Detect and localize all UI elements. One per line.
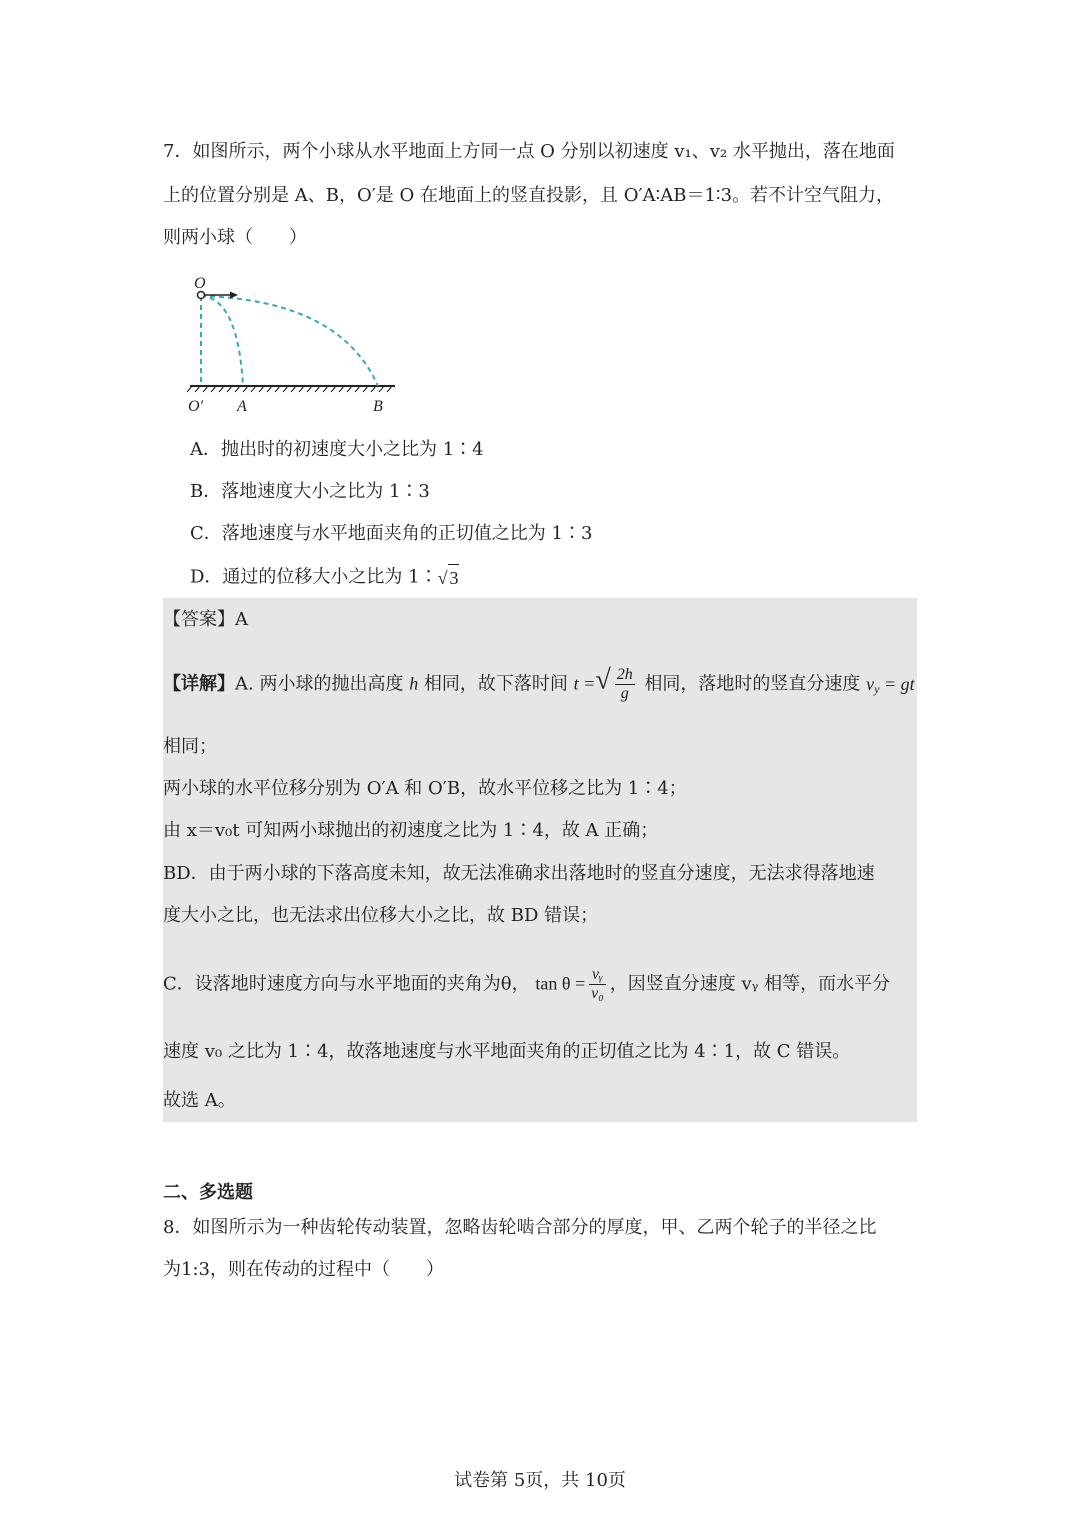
detail-heading: 【详解】 xyxy=(163,673,235,695)
fraction-numerator: 2h xyxy=(616,666,633,683)
q7-stem-line-2: 上的位置分别是 A、B，O′是 O 在地面上的竖直投影，且 O′A∶AB＝1∶3。若不计空气阻力， xyxy=(163,185,895,206)
point-o xyxy=(198,292,205,299)
q8-stem-line-1: 8．如图所示为一种齿轮传动装置，忽略齿轮啮合部分的厚度，甲、乙两个轮子的半径之比 xyxy=(163,1217,877,1238)
option-b: B．落地速度大小之比为 1∶3 xyxy=(190,481,430,502)
trajectory-a xyxy=(201,296,243,386)
q7-stem-line-3: 则两小球（ ） xyxy=(163,227,307,248)
label-o: O xyxy=(194,275,206,292)
detail-line-4: 由 x＝v₀t 可知两小球抛出的初速度之比为 1∶4，故 A 正确； xyxy=(163,820,659,841)
symbol-vy: $v_y$ = gt xyxy=(866,673,915,696)
detail-line-1 xyxy=(163,666,915,703)
sqrt-fraction: √ $\frac{2h}{g}$ xyxy=(595,664,633,702)
velocity-arrowhead xyxy=(230,292,238,299)
option-a: A．抛出时的初速度大小之比为 1∶4 xyxy=(190,439,484,460)
fraction-vy-v0 xyxy=(589,966,606,1003)
fraction-2h-g xyxy=(615,666,635,703)
label-o-prime: O′ xyxy=(188,398,204,415)
label-a: A xyxy=(237,398,247,415)
projectile-figure xyxy=(180,270,410,420)
label-b: B xyxy=(373,398,383,415)
sqrt-radicand: 3 xyxy=(448,564,459,591)
symbol-h: h xyxy=(409,673,419,694)
detail-line-3: 两小球的水平位移分别为 O′A 和 O′B，故水平位移之比为 1∶4； xyxy=(163,778,687,799)
tan-denominator: v₀ xyxy=(591,985,604,1002)
detail-line-9: 故选 A。 xyxy=(163,1090,236,1111)
tan-expression: tan θ = xyxy=(535,973,586,994)
option-d-text: D．通过的位移大小之比为 1∶ xyxy=(190,566,438,588)
detail-text-a1: A. 两小球的抛出高度 xyxy=(235,673,404,695)
detail-line-5: BD．由于两小球的下落高度未知，故无法准确求出落地时的竖直分速度，无法求得落地速 xyxy=(163,863,875,884)
detail-text-a3: 相同，落地时的竖直分速度 xyxy=(644,673,861,695)
detail-line-6: 度大小之比，也无法求出位移大小之比，故 BD 错误； xyxy=(163,905,599,926)
tan-numerator: vᵧ xyxy=(589,966,606,985)
option-c: C．落地速度与水平地面夹角的正切值之比为 1∶3 xyxy=(190,523,593,544)
answer-line: 【答案】A xyxy=(163,609,248,630)
section-heading: 二、多选题 xyxy=(163,1182,253,1203)
sqrt-symbol: √ 3 xyxy=(438,564,459,591)
symbol-t: t = xyxy=(573,673,596,694)
detail-text-a2: 相同，故下落时间 xyxy=(423,673,568,695)
trajectory-b xyxy=(201,296,378,386)
detail-text-c1b: ，因竖直分速度 vᵧ 相等，而水平分 xyxy=(609,973,891,995)
detail-line-8: 速度 v₀ 之比为 1∶4，故落地速度与水平地面夹角的正切值之比为 4∶1，故 C 错误。 xyxy=(163,1041,851,1062)
detail-line-2: 相同； xyxy=(163,736,217,757)
q8-stem-line-2: 为1:3，则在传动的过程中（ ） xyxy=(163,1259,444,1280)
q7-stem-line-1: 7．如图所示，两个小球从水平地面上方同一点 O 分别以初速度 v₁、v₂ 水平抛出，落在地面 xyxy=(163,141,895,162)
option-d xyxy=(190,564,459,591)
page-footer: 试卷第 5页，共 10页 xyxy=(454,1470,626,1491)
detail-text-c1a: C．设落地时速度方向与水平地面的夹角为θ， xyxy=(163,973,530,995)
fraction-denominator: g xyxy=(620,685,629,702)
detail-line-7 xyxy=(163,966,890,1003)
